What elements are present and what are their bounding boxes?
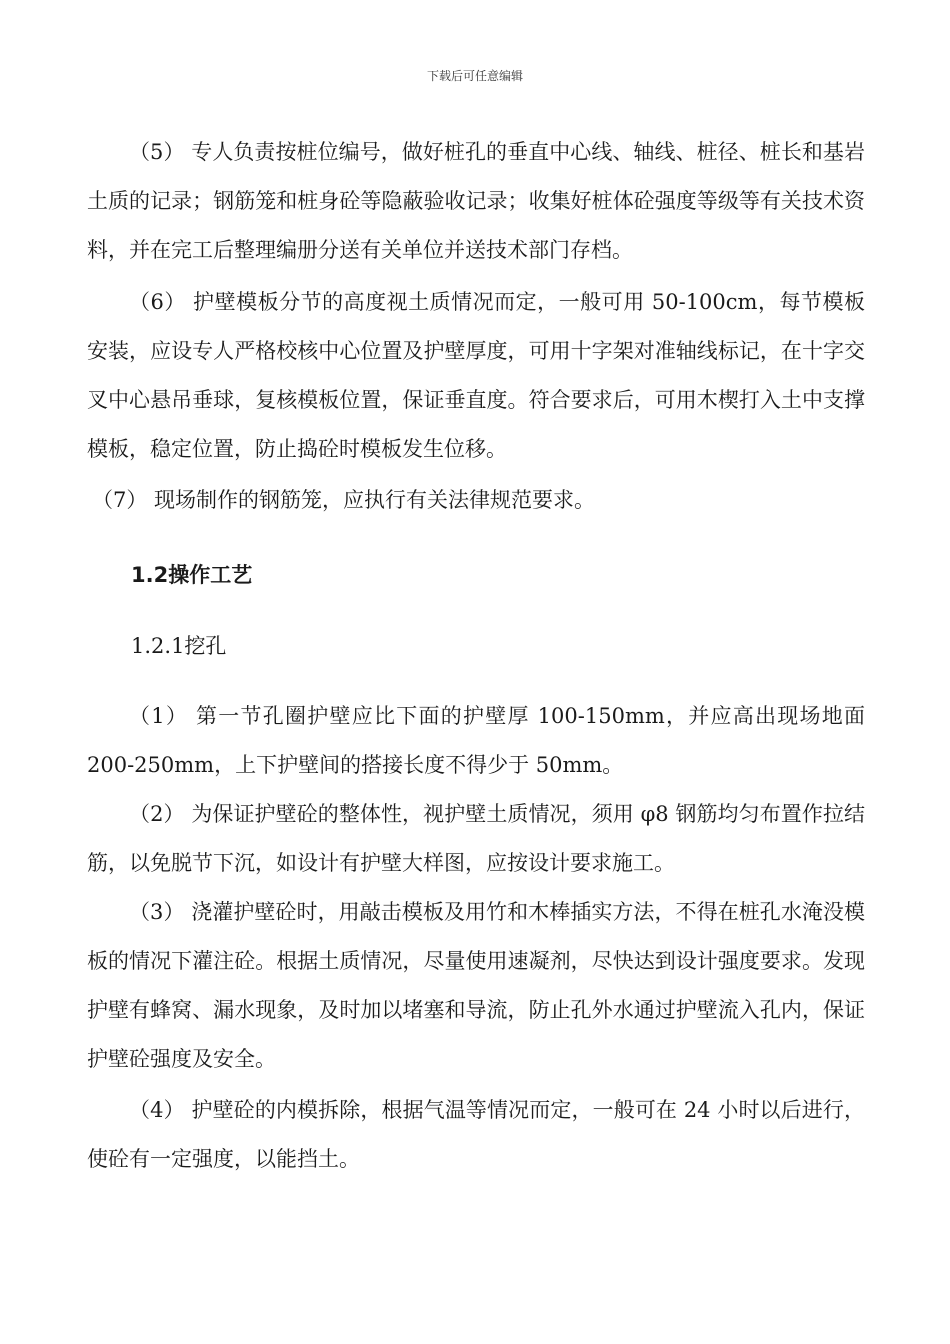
item-1: （1） 第一节孔圈护壁应比下面的护壁厚 100-150mm，并应高出现场地面 200-250mm，上下护壁间的搭接长度不得少于 50mm。	[87, 704, 865, 777]
page-header: 下载后可任意编辑	[426, 69, 523, 83]
item-3: （3） 浇灌护壁砼时，用敲击模板及用竹和木棒插实方法，不得在桩孔水淹没模板的情况下灌注砼。根据土质情况，尽量使用速凝剂，尽快达到设计强度要求。发现护壁有蜂窝、漏水现象，及时加以堵塞和导流，防止孔外水通过护壁流入孔内，保证护壁砼强度及安全。	[87, 900, 865, 1071]
item-2: （2） 为保证护壁砼的整体性，视护壁土质情况，须用 φ8 钢筋均匀布置作拉结筋，以免脱节下沉，如设计有护壁大样图，应按设计要求施工。	[87, 802, 865, 875]
paragraph-5: （5） 专人负责按桩位编号，做好桩孔的垂直中心线、轴线、桩径、桩长和基岩土质的记录；钢筋笼和桩身砼等隐蔽验收记录；收集好桩体砼强度等级等有关技术资料，并在完工后整理编册分送有关单位并送技术部门存档。	[87, 140, 865, 262]
section-subheading: 1.2.1挖孔	[131, 634, 227, 658]
paragraph-6: （6） 护壁模板分节的高度视土质情况而定，一般可用 50-100cm，每节模板安装，应设专人严格校核中心位置及护壁厚度，可用十字架对准轴线标记，在十字交叉中心悬吊垂球，复核模板位置，保证垂直度。符合要求后，可用木楔打入土中支撑模板，稳定位置，防止捣砼时模板发生位移。	[87, 290, 865, 461]
section-heading: 1.2操作工艺	[131, 563, 253, 587]
paragraph-7: （7） 现场制作的钢筋笼，应执行有关法律规范要求。	[92, 488, 596, 512]
item-4: （4） 护壁砼的内模拆除，根据气温等情况而定，一般可在 24 小时以后进行，使砼有一定强度，以能挡土。	[87, 1098, 865, 1171]
